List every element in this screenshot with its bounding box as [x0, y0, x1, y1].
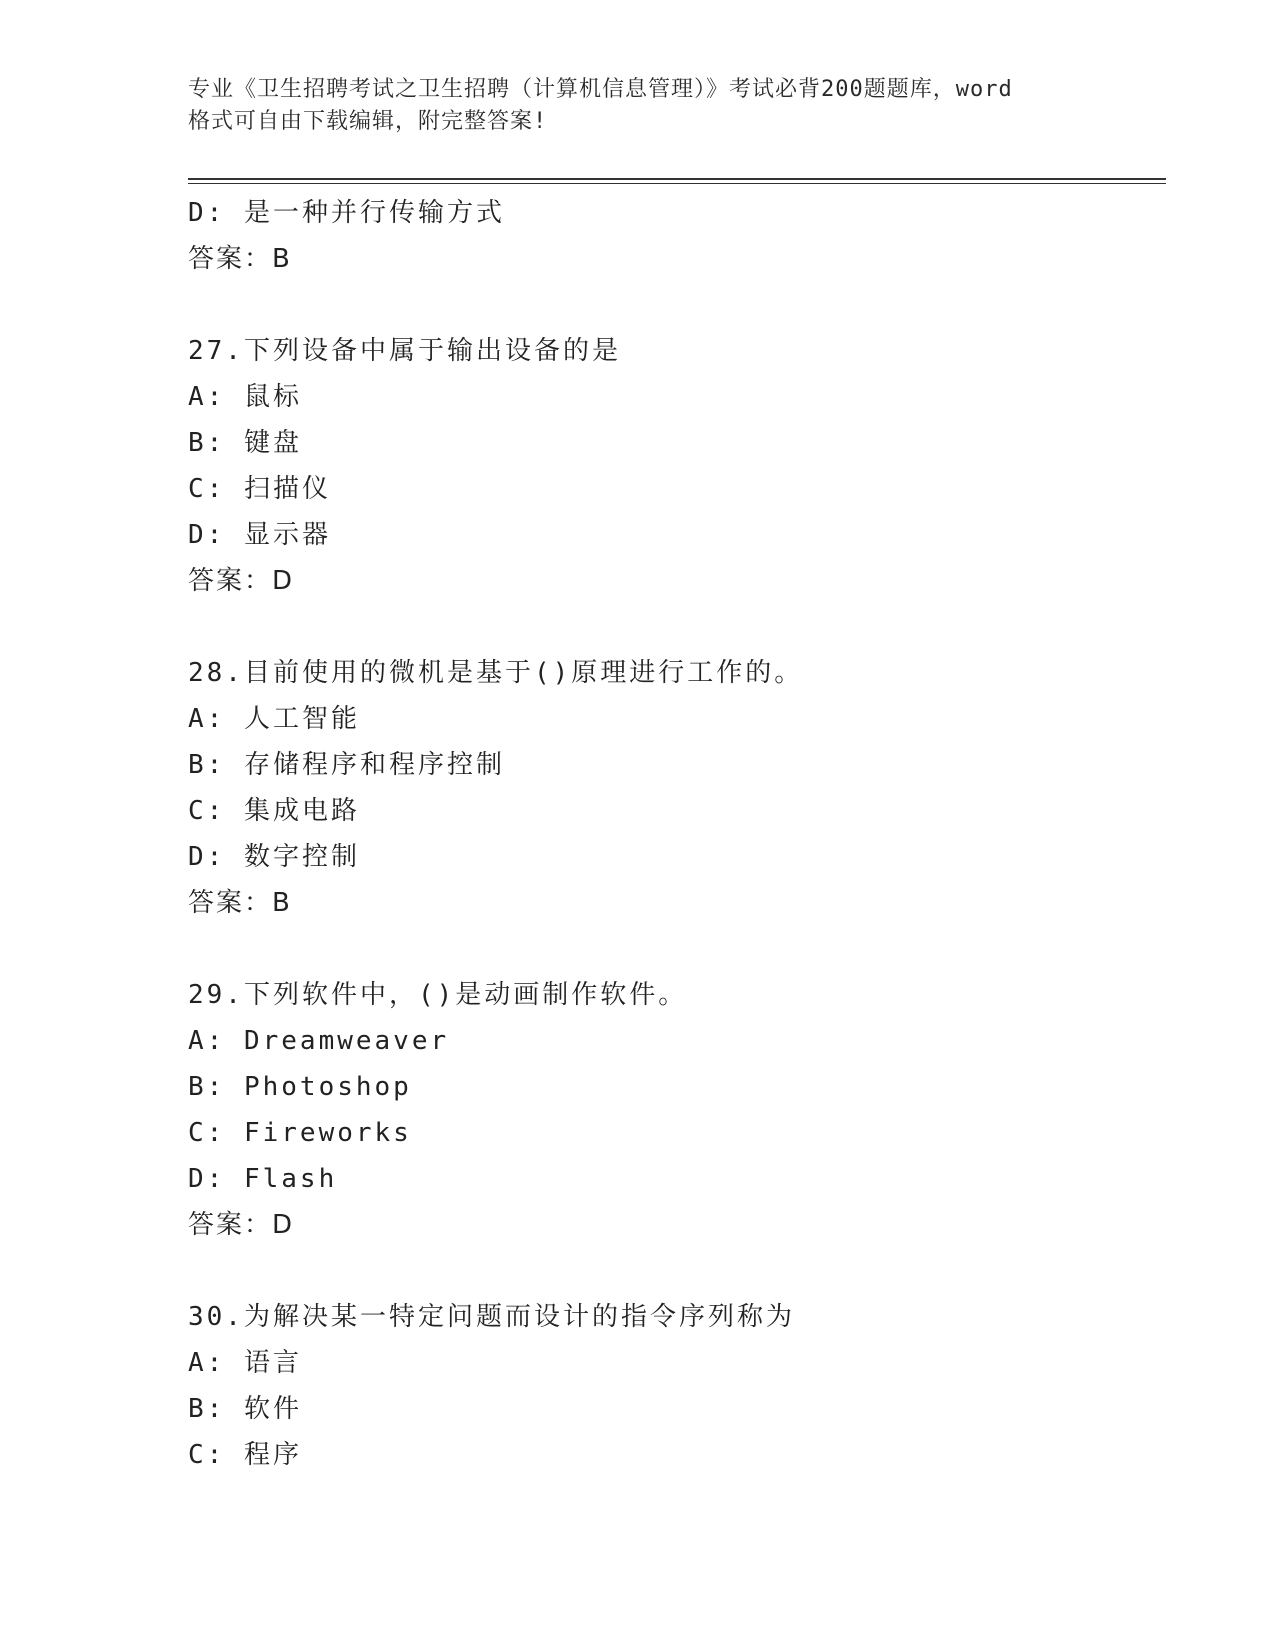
answer-line: 答案：B — [188, 888, 292, 918]
question-27 — [188, 328, 1148, 604]
option-b: B: 存储程序和程序控制 — [188, 750, 505, 780]
document-header — [188, 74, 1088, 138]
option-c: C: 程序 — [188, 1440, 302, 1470]
question-29 — [188, 972, 1148, 1248]
answer-line: 答案：B — [188, 244, 292, 274]
option-c: C: 扫描仪 — [188, 474, 331, 504]
spacer — [188, 282, 1148, 328]
option-d: D: 数字控制 — [188, 842, 360, 872]
option-c: C: 集成电路 — [188, 796, 360, 826]
option-b: B: 键盘 — [188, 428, 302, 458]
option-b: B: 软件 — [188, 1394, 302, 1424]
answer-line: 答案：D — [188, 1210, 295, 1240]
spacer — [188, 1248, 1148, 1294]
option-c: C: Fireworks — [188, 1118, 412, 1148]
answer-line: 答案：D — [188, 566, 295, 596]
option-b: B: Photoshop — [188, 1072, 412, 1102]
question-26-tail — [188, 190, 1148, 282]
question-title: 29.下列软件中，()是动画制作软件。 — [188, 980, 688, 1010]
option-a: A: 语言 — [188, 1348, 302, 1378]
option-a: A: Dreamweaver — [188, 1026, 450, 1056]
option-a: A: 鼠标 — [188, 382, 302, 412]
option-d: D: 显示器 — [188, 520, 331, 550]
question-30 — [188, 1294, 1148, 1478]
question-28 — [188, 650, 1148, 926]
question-title: 27.下列设备中属于输出设备的是 — [188, 336, 621, 366]
spacer — [188, 926, 1148, 972]
header-rule-thick — [188, 178, 1166, 180]
spacer — [188, 604, 1148, 650]
option-d: D: 是一种并行传输方式 — [188, 198, 505, 228]
header-line-1: 专业《卫生招聘考试之卫生招聘（计算机信息管理）》考试必背200题题库，word — [188, 77, 1013, 102]
question-title: 28.目前使用的微机是基于()原理进行工作的。 — [188, 658, 804, 688]
header-line-2: 格式可自由下载编辑，附完整答案! — [188, 109, 548, 134]
question-title: 30.为解决某一特定问题而设计的指令序列称为 — [188, 1302, 795, 1332]
question-list — [188, 190, 1148, 1478]
header-rule-thin — [188, 183, 1166, 184]
option-a: A: 人工智能 — [188, 704, 360, 734]
option-d: D: Flash — [188, 1164, 338, 1194]
